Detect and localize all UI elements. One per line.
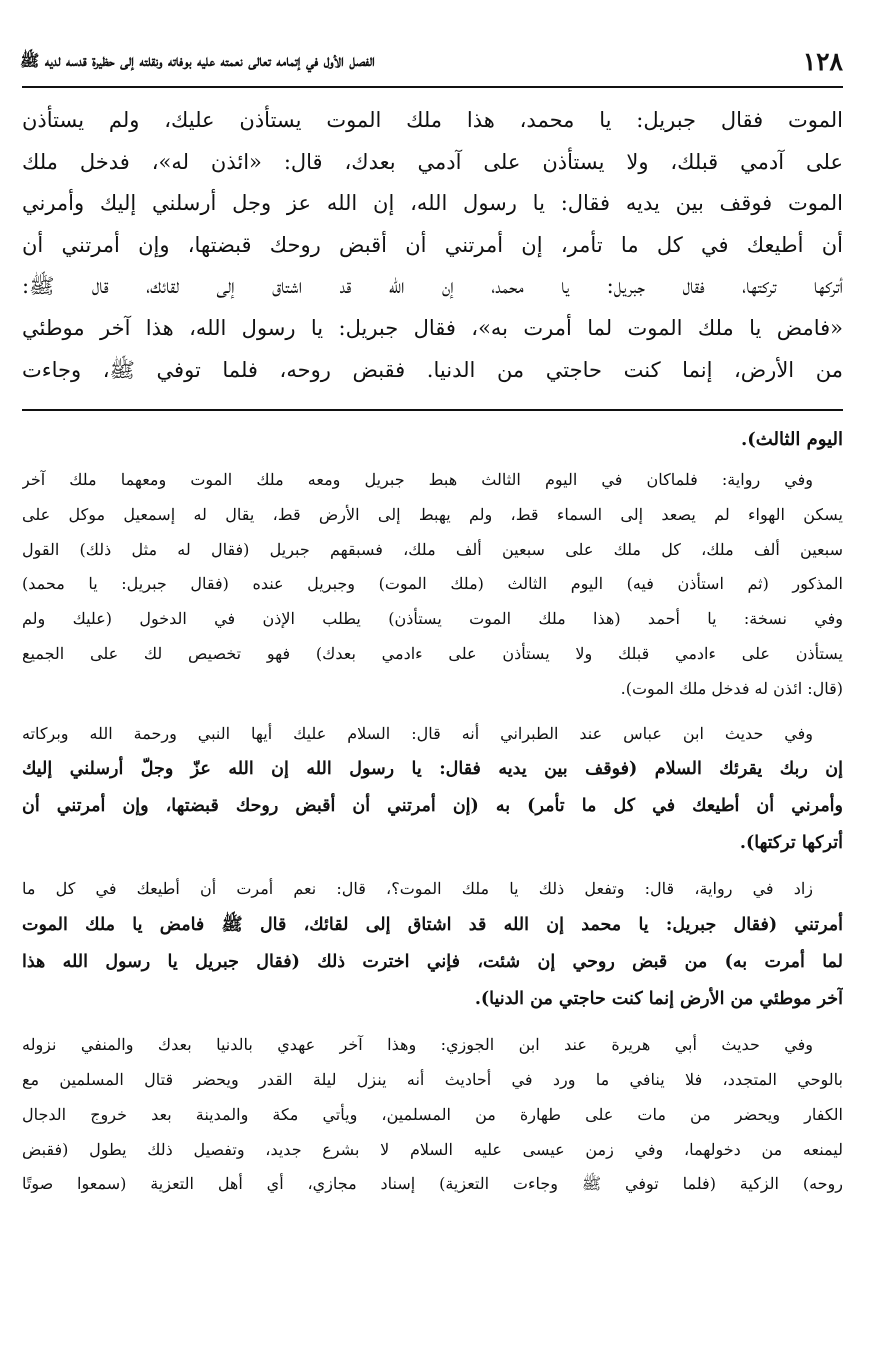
commentary-line: وفي رواية: فلماكان في اليوم الثالث هبط جبريل ومعه ملك الموت ومعهما ملك آخر (22, 470, 813, 489)
commentary-line: سبعين ألف ملك، كل ملك على سبعين ألف ملك، فسبقهم جبريل (فقال له مثل ذلك) القول (22, 539, 843, 559)
running-title: الفصل الأول في إتمامه تعالى نعمته عليه بوفاته ونقلته إلى حظيرة قدسه لديه ﷺ (20, 51, 375, 70)
commentary-line: يستأذن على ءادمي قبلك ولا يستأذن على ءادمي بعدك) فهو تخصيص لك على الجميع (22, 643, 843, 663)
commentary-paragraph (22, 1028, 843, 1202)
section-divider (22, 409, 843, 411)
commentary-line: يسكن الهواء لم يصعد إلى السماء قط، ولم يهبط إلى الأرض قط، يقال له إسمعيل موكل على (22, 504, 843, 524)
main-text-line: «فامض يا ملك الموت لما أمرت به»، فقال جبريل: يا رسول الله، هذا آخر موطئي (22, 315, 843, 340)
commentary-paragraph (22, 717, 843, 863)
commentary (22, 423, 843, 1212)
commentary-line: (قال: ائذن له فدخل ملك الموت). (620, 678, 843, 698)
commentary-line: وفي حديث أبي هريرة عند ابن الجوزي: وهذا آخر عهدي بالدنيا بعدك والمنفي نزوله (22, 1035, 813, 1055)
commentary-continuation: اليوم الثالث). (741, 429, 843, 450)
commentary-line: الكفار ويحضر من مات على طهارة من المسلمين، ويأتي مكة والمدينة بعد خروج الدجال (22, 1104, 843, 1124)
commentary-line: ليمنعه من دخولهما، وفي زمن عيسى عليه السلام لا بشرع جديد، وتفصيل ذلك يطول (فقبض (22, 1139, 843, 1159)
main-text (22, 100, 843, 391)
main-text-line: الموت فقال جبريل: يا محمد، هذا ملك الموت يستأذن عليك، ولم يستأذن (22, 108, 843, 132)
header-rule (22, 86, 843, 88)
page-header (20, 45, 843, 79)
commentary-line: إن ربك يقرئك السلام (فوقف بين يديه فقال: يا رسول الله إن الله عزّ وجلّ أرسلني إليك (22, 759, 843, 780)
commentary-line: وأمرني أن أطيعك في كل ما تأمر) به (إن أمرتني أن أقبض روحك قبضتها، وإن أمرتني أن (22, 796, 843, 817)
commentary-line: أمرتني (فقال جبريل: يا محمد إن الله قد اشتاق إلى لقائك، قال ﷺ فامض يا ملك الموت (22, 915, 843, 936)
commentary-line: لما أمرت به) من قبض روحي إن شئت، فإني اخترت ذلك (فقال جبريل يا رسول الله هذا (22, 952, 843, 973)
commentary-line: بالوحي المتجدد، فلا ينافي ما ورد في أحاديث أنه ينزل ليلة القدر ويحضر قتال المسلمين مع (22, 1069, 843, 1089)
commentary-line: المذكور (ثم استأذن فيه) اليوم الثالث (ملك الموت) وجبريل عنده (فقال جبريل: يا محمد) (22, 574, 843, 594)
page-number: ١٢٨ (802, 47, 843, 76)
commentary-line: وفي حديث ابن عباس عند الطبراني أنه قال: السلام عليك أيها النبي ورحمة الله وبركاته (22, 723, 813, 743)
commentary-line: وفي نسخة: يا أحمد (هذا ملك الموت يستأذن) يطلب الإذن في الدخول (عليك ولم (22, 609, 843, 629)
commentary-line: أتركها تركتها). (739, 833, 843, 854)
main-text-line: الموت فوقف بين يديه فقال: يا رسول الله، إن الله عز وجل أرسلني إليك وأمرني (22, 191, 843, 216)
commentary-line: روحه) الزكية (فلما توفي ﷺ وجاءت التعزية) إسناد مجازي، أي أهل التعزية (سمعوا صوتًا (22, 1174, 843, 1194)
commentary-line: آخر موطئي من الأرض إنما كنت حاجتي من الدنيا). (474, 989, 843, 1010)
main-text-line: على آدمي قبلك، ولا يستأذن على آدمي بعدك، قال: «ائذن له»، فدخل ملك (22, 149, 843, 174)
main-text-line: أن أطيعك في كل ما تأمر، إن أمرتني أن أقبض روحك قبضتها، وإن أمرتني أن (22, 232, 843, 257)
commentary-line: زاد في رواية، قال: وتفعل ذلك يا ملك الموت؟، قال: نعم أمرت أن أطيعك في كل ما (22, 879, 813, 899)
commentary-paragraph (22, 463, 843, 707)
commentary-paragraph (22, 872, 843, 1018)
main-text-line: أتركها تركتها، فقال جبريل: يا محمد، إن الله قد اشتاق إلى لقائك، قال ﷺ: (22, 274, 843, 299)
main-text-line: من الأرض، إنما كنت حاجتي من الدنيا. فقبض روحه، فلما توفي ﷺ، وجاءت (22, 357, 843, 382)
